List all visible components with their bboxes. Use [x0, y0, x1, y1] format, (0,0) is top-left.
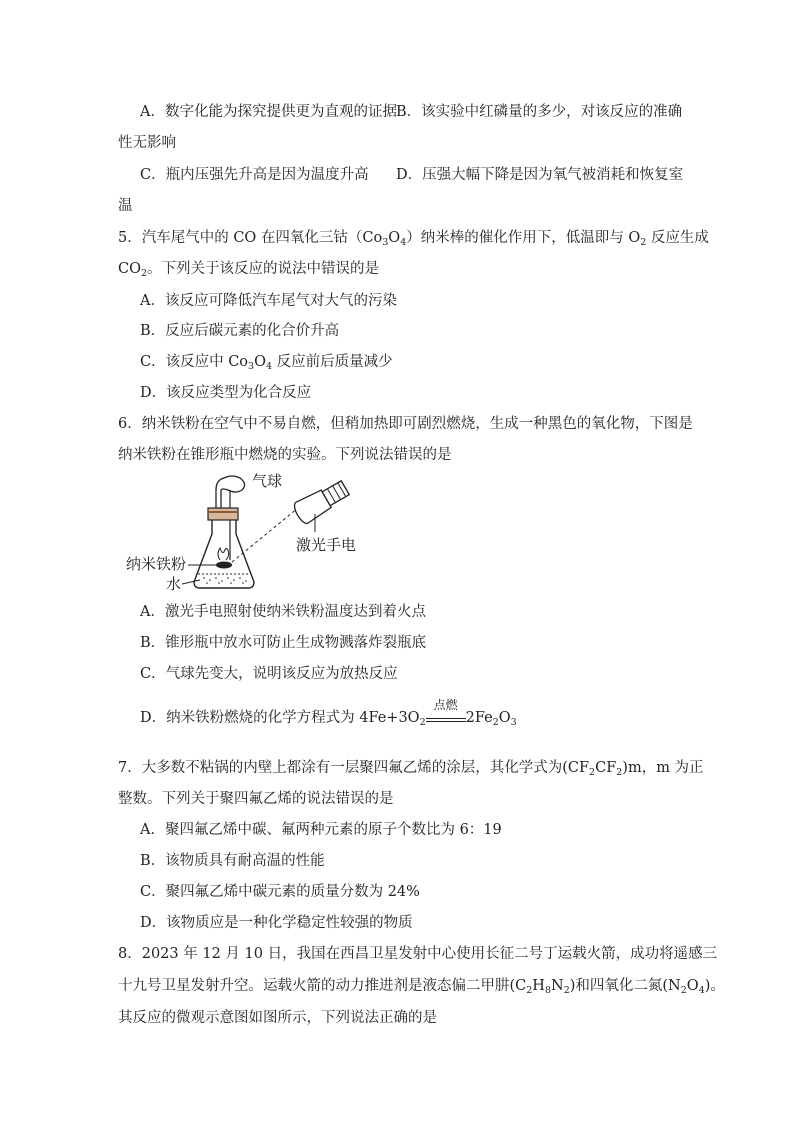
q7-option-a: A．聚四氟乙烯中碳、氟两种元素的原子个数比为 6：19	[140, 822, 502, 838]
q4-option-d-cont: 温	[118, 198, 133, 214]
q8-stem-line3: 其反应的微观示意图如图所示，下列说法正确的是	[118, 1010, 437, 1026]
q6-option-b: B．锥形瓶中放水可防止生成物溅落炸裂瓶底	[140, 635, 427, 651]
stopper	[208, 508, 238, 520]
q4-option-b: B．该实验中红磷量的多少，对该反应的准确	[396, 104, 683, 120]
q7-option-d: D．该物质应是一种化学稳定性较强的物质	[140, 915, 413, 931]
q5-option-c: C．该反应中 $Co_3O_4$ 反应前后质量减少	[140, 354, 393, 372]
q4-option-d: D．压强大幅下降是因为氧气被消耗和恢复室	[396, 167, 684, 183]
q6-option-d: D．纳米铁粉燃烧的化学方程式为 $4Fe+3O_2$ 点燃 $2Fe_2O_3$	[140, 698, 517, 728]
q7-option-c: C．聚四氟乙烯中碳元素的质量分数为 24%	[140, 884, 420, 900]
q6-stem-line2: 纳米铁粉在锥形瓶中燃烧的实验。下列说法错误的是	[118, 447, 452, 463]
q5-option-b: B．反应后碳元素的化合价升高	[140, 323, 340, 339]
q4-option-b-cont: 性无影响	[118, 135, 176, 151]
iron-powder-dish	[216, 562, 232, 569]
q6-option-c: C．气球先变大，说明该反应为放热反应	[140, 666, 398, 682]
q5-stem-line2: $CO_2$。下列关于该反应的说法中错误的是	[118, 261, 380, 279]
q7-option-b: B．该物质具有耐高温的性能	[140, 853, 325, 869]
balloon-icon	[216, 476, 245, 492]
q5-option-a: A．该反应可降低汽车尾气对大气的污染	[140, 293, 397, 309]
flask-experiment-figure	[126, 470, 390, 600]
label-iron-powder: 纳米铁粉	[126, 555, 187, 573]
reaction-condition: 点燃	[426, 709, 466, 722]
q6-stem-line1: 6．纳米铁粉在空气中不易自燃，但稍加热即可剧烈燃烧，生成一种黑色的氧化物，下图是	[118, 416, 693, 432]
laser-beam	[232, 508, 298, 562]
q7-stem-line2: 整数。下列关于聚四氟乙烯的说法错误的是	[118, 791, 394, 807]
q8-stem-line1: 8．2023 年 12 月 10 日，我国在西昌卫星发射中心使用长征二号丁运载火箭，成功将遥感三	[118, 946, 718, 962]
q5-option-d: D．该反应类型为化合反应	[140, 385, 312, 401]
label-balloon: 气球	[252, 472, 283, 490]
q5-stem-line1: 5．汽车尾气中的 CO 在四氧化三钴$(Co_3O_4)$纳米棒的催化作用下，低温即与 $O_2$ 反应生成	[118, 230, 709, 248]
water-region	[195, 574, 253, 584]
q8-stem-line2: 十九号卫星发射升空。运载火箭的动力推进剂是液态偏二甲肼$(C_2H_8N_2)$和四氧化二氮$(N_2O_4)$。	[118, 978, 725, 996]
q6-option-a: A．激光手电照射使纳米铁粉温度达到着火点	[140, 604, 426, 620]
label-laser: 激光手电	[296, 536, 357, 554]
laser-flashlight-icon	[292, 477, 352, 525]
label-water: 水	[166, 575, 182, 593]
q4-option-a: A．数字化能为探究提供更为直观的证据	[140, 104, 397, 120]
flame-icon	[218, 548, 229, 560]
q7-stem-line1: 7．大多数不粘锅的内壁上都涂有一层聚四氟乙烯的涂层，其化学式为$(CF_2CF_2)m$，m 为正	[118, 760, 704, 778]
q4-option-c: C．瓶内压强先升高是因为温度升高	[140, 167, 369, 183]
